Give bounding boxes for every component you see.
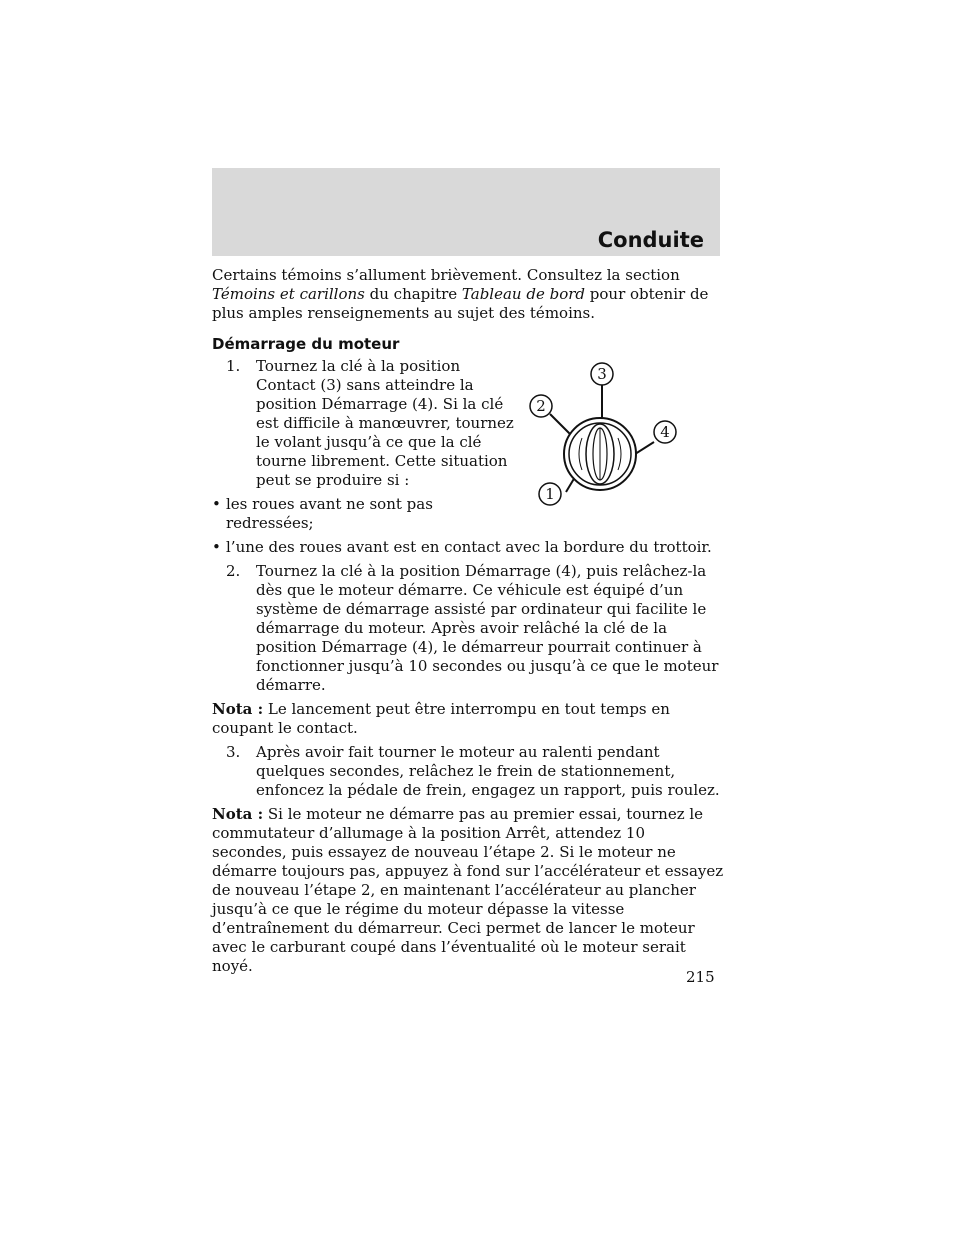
step-text: Après avoir fait tourner le moteur au ralenti pendant quelques secondes, relâchez le frein de stationnement, enfoncez la pédale de frein, engagez un rapport, puis roulez. xyxy=(256,743,720,799)
svg-text:2: 2 xyxy=(536,397,546,415)
starting-heading: Démarrage du moteur xyxy=(212,335,400,353)
step-2 xyxy=(226,562,724,695)
chapter-reference: Tableau de bord xyxy=(461,285,586,303)
step-text: Tournez la clé à la position Démarrage (4), puis relâchez-la dès que le moteur démarre. Ce véhicule est équipé d’un système de démarrage assisté par ordinateur qui facilite le démarrage du moteur. Après avoir relâché la clé de la position Démarrage (4), le démarreur pourrait continuer à fonctionner jusqu’à 10 secondes ou jusqu’à ce que le moteur démarre. xyxy=(256,562,719,694)
callout-3 xyxy=(591,363,613,385)
callout-2 xyxy=(530,395,552,417)
step-number: 1. xyxy=(226,357,241,375)
note-text: Si le moteur ne démarre pas au premier essai, tournez le commutateur d’allumage à la position Arrêt, attendez 10 secondes, puis essayez de nouveau l’étape 2. Si le moteur ne démarre toujours pas, appuyez à fond sur l’accélérateur et essayez de nouveau l’étape 2, en maintenant l’accélérateur au plancher jusqu’à ce que le régime du moteur dépasse la vitesse d’entraînement du démarreur. Ceci permet de lancer le moteur avec le carburant coupé dans l’éventualité où le moteur serait noyé. xyxy=(212,805,724,975)
svg-text:4: 4 xyxy=(660,423,670,441)
note-text: Le lancement peut être interrompu en tout temps en coupant le contact. xyxy=(212,700,670,737)
page-number: 215 xyxy=(686,968,715,986)
note-label: Nota : xyxy=(212,805,264,823)
section-title: Conduite xyxy=(597,228,704,252)
bullet-item: • l’une des roues avant est en contact avec la bordure du trottoir. xyxy=(212,538,712,556)
note-label: Nota : xyxy=(212,700,264,718)
step-3 xyxy=(226,743,724,800)
callout-4 xyxy=(654,421,676,443)
section-reference: Témoins et carillons xyxy=(212,285,365,303)
svg-text:1: 1 xyxy=(545,485,555,503)
intro-paragraph: Certains témoins s’allument brièvement. Consultez la section Témoins et carillons du chapitre Tableau de bord pour obtenir de plus amples renseignements au sujet des témoins. xyxy=(212,266,709,322)
step-number: 3. xyxy=(226,743,241,761)
bullet-item: • les roues avant ne sont pas redressées; xyxy=(212,495,433,532)
callout-1 xyxy=(539,483,561,505)
bullet-symbol: • xyxy=(212,538,221,556)
note-1 xyxy=(212,700,724,738)
ignition-switch-diagram xyxy=(520,362,690,512)
step-number: 2. xyxy=(226,562,241,580)
section-header-band xyxy=(212,168,720,256)
svg-text:3: 3 xyxy=(597,365,607,383)
bullet-symbol: • xyxy=(212,495,221,513)
step-1 xyxy=(226,357,524,490)
step-text: Tournez la clé à la position Contact (3) sans atteindre la position Démarrage (4). Si la clé est difficile à manœuvrer, tournez le volant jusqu’à ce que la clé tourne librement. Cette situation peut se produire si : xyxy=(256,357,514,489)
note-2 xyxy=(212,805,724,976)
